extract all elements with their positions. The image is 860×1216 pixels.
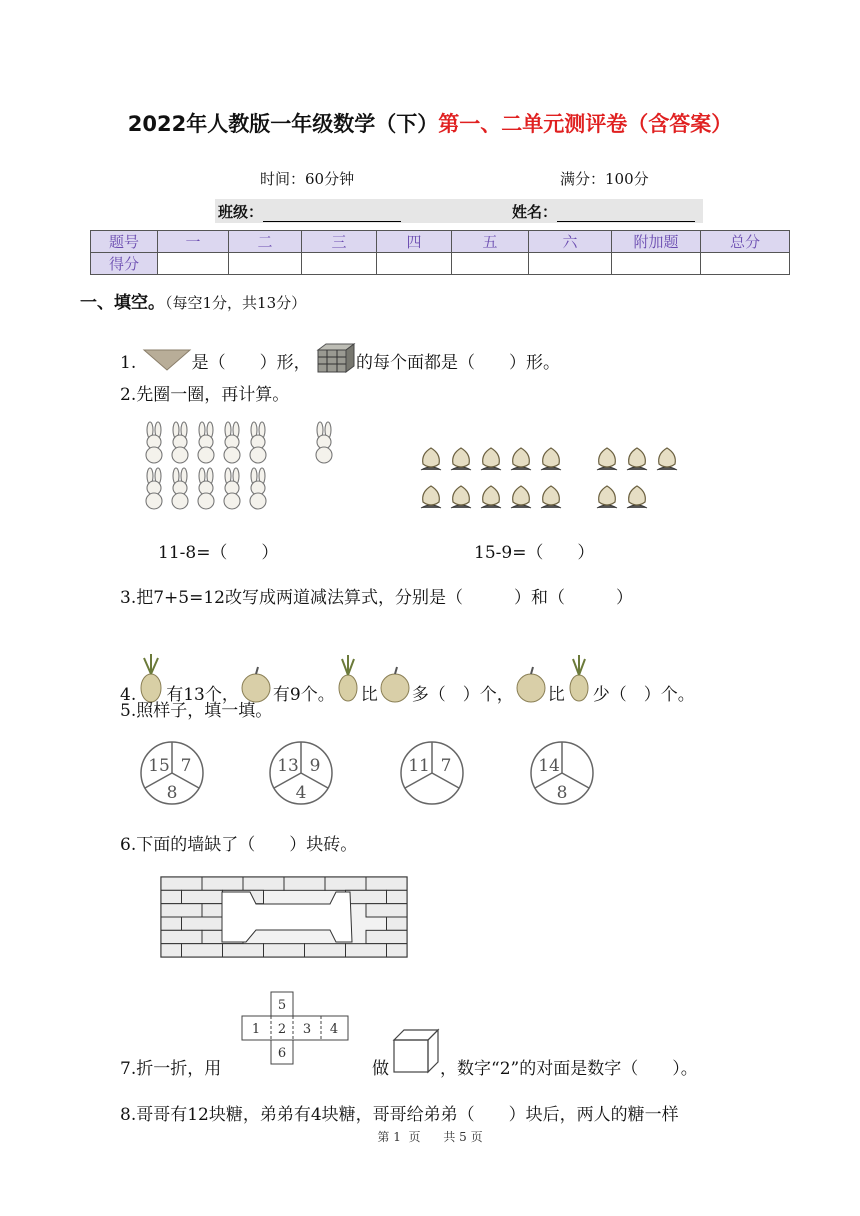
time-label: 时间：60分钟 <box>260 170 355 188</box>
rabbit-icon <box>316 422 332 463</box>
peach-icon <box>481 486 501 508</box>
q7-text-1: 7.折一折，用 <box>120 1059 222 1079</box>
score-table-score-row <box>91 253 790 275</box>
brick <box>223 944 264 957</box>
cube-outline-icon <box>392 1028 440 1074</box>
cube-net <box>240 990 352 1070</box>
brick <box>243 877 284 890</box>
rabbit-icon <box>250 422 266 463</box>
score-cell[interactable] <box>229 253 302 275</box>
score-cell[interactable] <box>302 253 377 275</box>
peach-icon <box>511 448 531 470</box>
number-circle <box>141 742 203 804</box>
q7-text-2: 做 <box>372 1059 389 1079</box>
q4-text-5: 比 <box>547 685 565 705</box>
question-5-text: 5.照样子，填一填。 <box>120 701 273 721</box>
rabbit-icon <box>172 422 188 463</box>
rabbit-icon <box>146 468 162 509</box>
rabbits-illustration <box>138 418 348 514</box>
net-number: 3 <box>302 1022 312 1037</box>
peach-icon <box>541 486 561 508</box>
brick <box>305 944 346 957</box>
table-header-cell: 三 <box>302 231 377 253</box>
score-cell[interactable] <box>529 253 612 275</box>
pineapple-icon <box>565 654 593 704</box>
circle-number: 7 <box>180 756 192 776</box>
brick <box>182 944 223 957</box>
brick <box>284 877 325 890</box>
circle-number: 4 <box>295 783 307 803</box>
table-header-cell: 题号 <box>91 231 158 253</box>
page-title <box>0 108 860 138</box>
rabbit-icon <box>172 468 188 509</box>
rabbit-icon <box>224 422 240 463</box>
net-number: 1 <box>251 1022 261 1037</box>
peach-icon <box>421 448 441 470</box>
brick <box>387 890 408 903</box>
q4-text-2: 有9个。 <box>272 685 335 705</box>
section-1-note: （每空1分，共13分） <box>165 294 307 312</box>
title-black: 2022年人教版一年级数学（下） <box>127 112 439 136</box>
score-cell[interactable] <box>452 253 529 275</box>
table-header-cell: 总分 <box>701 231 790 253</box>
brick <box>202 877 243 890</box>
q4-text-1: 有13个， <box>166 685 239 705</box>
class-field <box>218 201 401 222</box>
score-table <box>90 230 790 275</box>
class-label: 班级： <box>218 203 264 221</box>
name-input-line[interactable] <box>557 205 695 222</box>
q1-text-2: 的每个面都是（ ）形。 <box>356 353 561 373</box>
net-number: 5 <box>277 998 287 1013</box>
name-label: 姓名： <box>512 203 558 221</box>
question-6-text: 6.下面的墙缺了（ ）块砖。 <box>120 835 358 855</box>
question-1 <box>120 342 560 374</box>
score-cell[interactable] <box>377 253 452 275</box>
apple-icon <box>514 664 548 704</box>
score-cell[interactable] <box>612 253 701 275</box>
apple-icon <box>378 664 412 704</box>
name-field <box>512 201 695 222</box>
brick <box>366 930 407 943</box>
brick <box>366 904 407 917</box>
table-header-cell: 二 <box>229 231 302 253</box>
circle-number: 13 <box>277 756 299 776</box>
peach-icon <box>657 448 677 470</box>
brick <box>161 904 202 917</box>
q1-number: 1. <box>120 353 137 373</box>
question-2-text: 2.先圈一圈，再计算。 <box>120 385 290 405</box>
brick <box>161 944 182 957</box>
peaches-illustration <box>415 444 695 520</box>
brick <box>161 917 182 930</box>
peach-icon <box>597 448 617 470</box>
title-red: 第一、二单元测评卷（含答案） <box>438 112 733 136</box>
brick <box>161 890 182 903</box>
circle-number: 14 <box>538 756 560 776</box>
cube-icon <box>316 342 356 374</box>
brick-wall <box>160 876 410 958</box>
triangle-icon <box>142 348 192 372</box>
rabbit-icon <box>198 468 214 509</box>
score-table-header-row <box>91 231 790 253</box>
peach-icon <box>627 486 647 508</box>
rabbit-icon <box>198 422 214 463</box>
question-8-text: 8.哥哥有12块糖，弟弟有4块糖，哥哥给弟弟（ ）块后，两人的糖一样 <box>120 1105 679 1125</box>
net-number: 6 <box>277 1046 287 1061</box>
brick <box>182 890 223 903</box>
peach-icon <box>421 486 441 508</box>
brick <box>325 877 366 890</box>
score-cell[interactable] <box>158 253 229 275</box>
peach-icon <box>451 448 471 470</box>
peach-icon <box>511 486 531 508</box>
peach-icon <box>597 486 617 508</box>
peach-icon <box>481 448 501 470</box>
brick <box>387 917 408 930</box>
question-3-text: 3.把7+5=12改写成两道减法算式，分别是（ ）和（ ） <box>120 588 633 608</box>
number-circle <box>401 742 463 804</box>
brick <box>346 890 387 903</box>
number-circle <box>531 742 593 804</box>
peach-icon <box>541 448 561 470</box>
brick <box>264 944 305 957</box>
brick <box>346 944 387 957</box>
table-header-cell: 五 <box>452 231 529 253</box>
class-input-line[interactable] <box>263 205 401 222</box>
number-circles <box>130 738 610 810</box>
peach-icon <box>451 486 471 508</box>
full-score-label: 满分：100分 <box>560 170 649 188</box>
table-row-label: 得分 <box>91 253 158 275</box>
circle-number: 9 <box>309 756 321 776</box>
table-header-cell: 附加题 <box>612 231 701 253</box>
rabbit-icon <box>250 468 266 509</box>
q4-text-3: 比 <box>360 685 378 705</box>
circle-number: 11 <box>408 756 430 776</box>
q2-equation-2: 15-9=（ ） <box>474 543 595 563</box>
q7-text-3: ，数字“2”的对面是数字（ ）。 <box>440 1059 698 1079</box>
table-header-cell: 一 <box>158 231 229 253</box>
pineapple-icon <box>335 654 361 704</box>
page-footer: 第 1 页 共 5 页 <box>377 1130 483 1144</box>
circle-number: 15 <box>148 756 170 776</box>
score-cell[interactable] <box>701 253 790 275</box>
section-1-title: 一、填空。 <box>80 293 165 313</box>
brick <box>161 930 202 943</box>
q2-equation-1: 11-8=（ ） <box>158 543 279 563</box>
q4-text-6: 少（ ）个。 <box>592 685 695 705</box>
q1-text-1: 是（ ）形， <box>191 353 311 373</box>
rabbit-icon <box>224 468 240 509</box>
table-header-cell: 六 <box>529 231 612 253</box>
brick <box>366 877 407 890</box>
net-number: 4 <box>329 1022 339 1037</box>
rabbit-icon <box>146 422 162 463</box>
q4-text-4: 多（ ）个， <box>411 685 514 705</box>
peach-icon <box>627 448 647 470</box>
net-number: 2 <box>277 1022 287 1037</box>
circle-number: 8 <box>166 783 178 803</box>
circle-number: 7 <box>440 756 452 776</box>
circle-number: 8 <box>556 783 568 803</box>
number-circle <box>270 742 332 804</box>
table-header-cell: 四 <box>377 231 452 253</box>
brick <box>161 877 202 890</box>
brick <box>387 944 408 957</box>
q4-number: 4. <box>120 685 137 705</box>
brick <box>182 917 223 930</box>
section-1-header <box>80 288 306 313</box>
